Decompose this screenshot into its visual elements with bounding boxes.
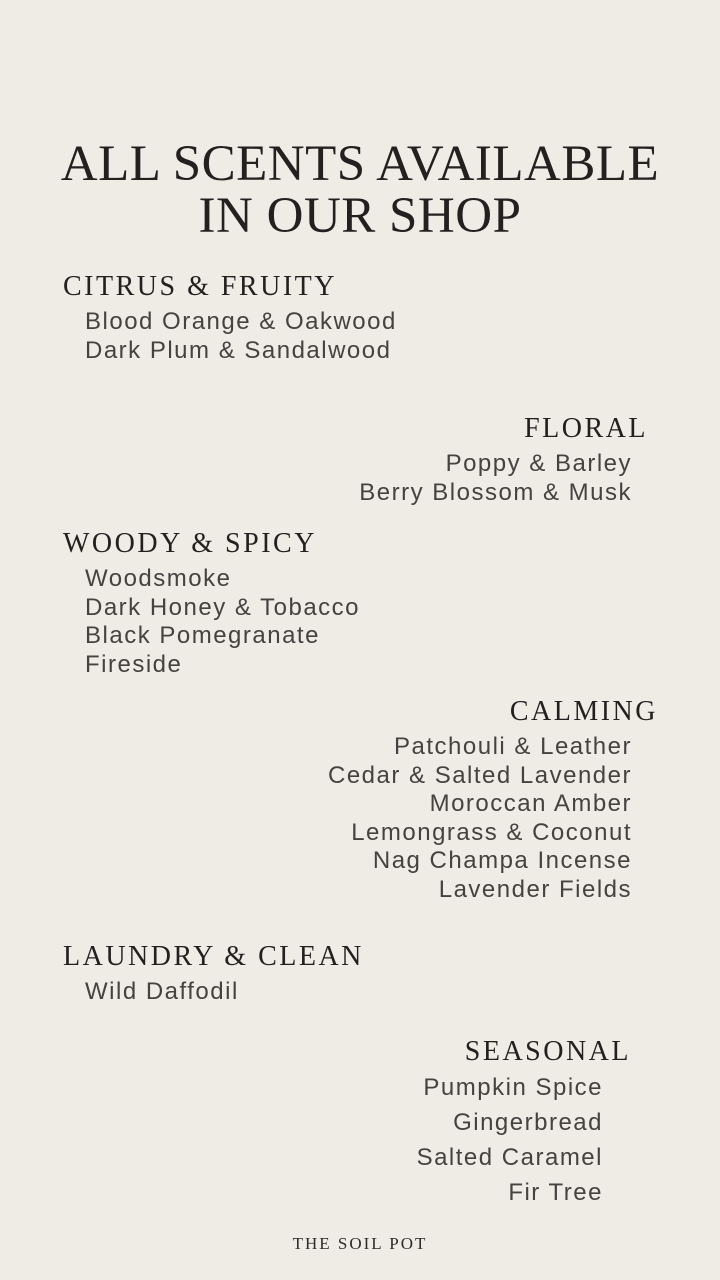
- section-laundry-clean: [63, 942, 364, 1007]
- scent-list: [63, 565, 360, 679]
- scent-item: Lavender Fields: [438, 875, 632, 903]
- page-title: [0, 136, 720, 245]
- scent-item: Dark Honey & Tobacco: [85, 593, 361, 621]
- section-heading-calming: CALMING: [509, 696, 658, 727]
- scent-item: Pumpkin Spice: [423, 1074, 603, 1101]
- page-title-line1: ALL SCENTS AVAILABLE: [60, 136, 660, 193]
- scent-item: Moroccan Amber: [429, 790, 632, 817]
- scent-item: Nag Champa Incense: [372, 847, 632, 874]
- scent-list: [328, 733, 658, 904]
- section-seasonal: [417, 1037, 631, 1210]
- scent-item: Black Pomegranate: [85, 622, 320, 649]
- scent-item: Woodsmoke: [85, 565, 232, 592]
- scent-item: Salted Caramel: [416, 1144, 603, 1171]
- scent-list: [359, 450, 648, 507]
- scent-item: Gingerbread: [453, 1109, 603, 1136]
- section-heading-laundry-clean: LAUNDRY & CLEAN: [63, 941, 364, 972]
- scent-list: [63, 978, 364, 1007]
- section-heading-floral: FLORAL: [524, 413, 648, 444]
- section-calming: [328, 697, 658, 904]
- section-citrus-fruity: [63, 272, 397, 365]
- scent-item: Berry Blossom & Musk: [359, 478, 632, 506]
- scent-item: Poppy & Barley: [445, 450, 632, 477]
- scent-item: Blood Orange & Oakwood: [85, 308, 397, 335]
- section-heading-woody-spicy: WOODY & SPICY: [63, 528, 317, 559]
- section-woody-spicy: [63, 529, 360, 679]
- scent-item: Cedar & Salted Lavender: [327, 761, 632, 789]
- brand-footer: THE SOIL POT: [292, 1234, 428, 1253]
- scent-item: Dark Plum & Sandalwood: [85, 336, 392, 364]
- scent-list: [417, 1070, 631, 1210]
- scent-list: [63, 308, 397, 365]
- page-title-line2: IN OUR SHOP: [198, 188, 522, 245]
- section-floral: [359, 414, 648, 507]
- section-heading-seasonal: SEASONAL: [464, 1036, 631, 1067]
- scent-item: Fir Tree: [508, 1179, 603, 1206]
- scent-item: Lemongrass & Coconut: [351, 818, 632, 846]
- scent-item: Wild Daffodil: [85, 978, 239, 1005]
- scent-item: Fireside: [85, 650, 183, 678]
- section-heading-citrus-fruity: CITRUS & FRUITY: [63, 271, 337, 302]
- scent-item: Patchouli & Leather: [394, 733, 632, 760]
